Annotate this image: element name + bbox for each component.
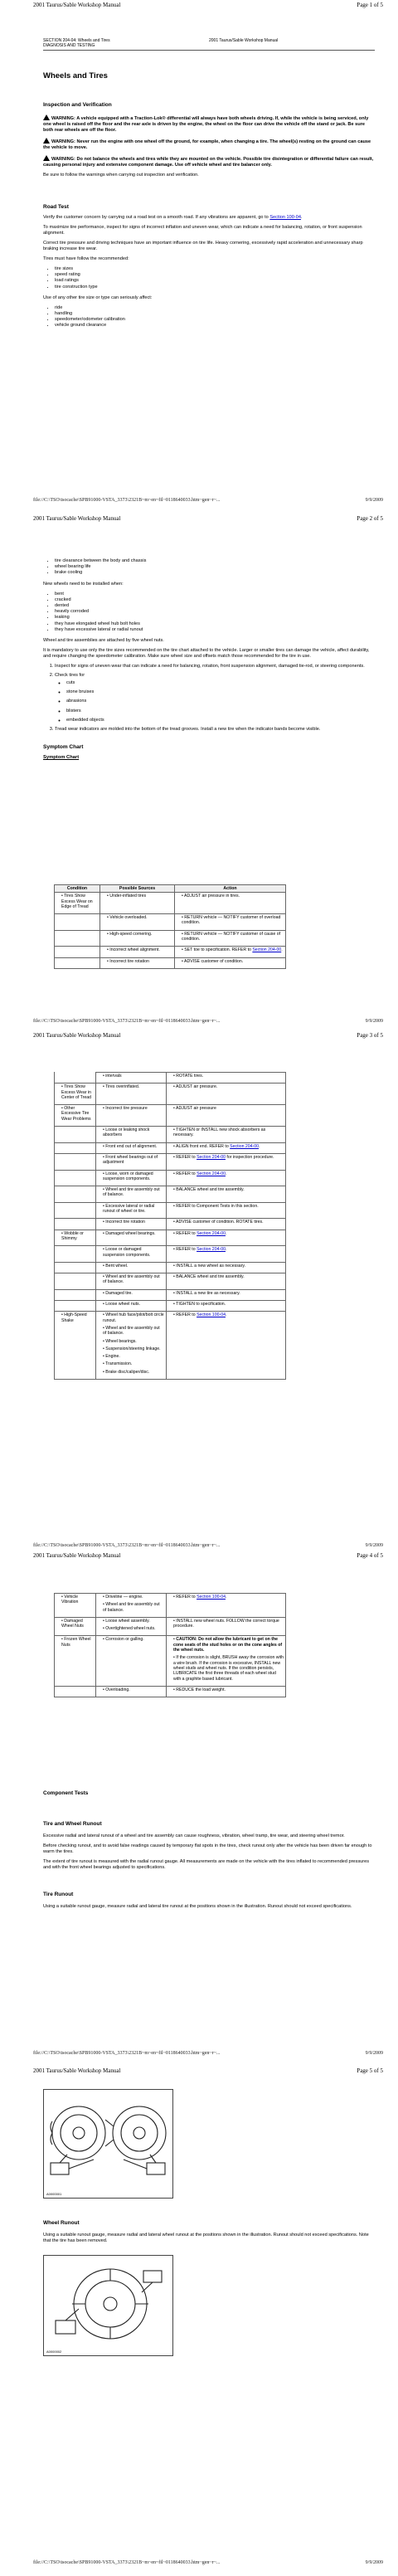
cell-text: • Incorrect tire pressure	[103, 1106, 148, 1112]
cell-text: • Incorrect tire rotation	[107, 958, 149, 964]
inspection-heading: Inspection and Verification	[43, 102, 112, 108]
runout-p1: Excessive radial and lateral runout of a wheel and tire assembly can cause roughness, vibration, wheel tramp, tire wear, and steering wheel tremor.	[43, 1833, 345, 1838]
cell-text: • Front end out of alignment.	[103, 1143, 158, 1149]
wheel-runout-text: Using a suitable runout gauge, measure radial and lateral wheel runout at the positions shown in the illustration. Runout should not exceed specifications. Note that the tire has been removed.	[43, 2233, 369, 2243]
cell-condition	[55, 1246, 96, 1263]
cell-text: • ADJUST air pressure in tires.	[182, 894, 240, 899]
list-item: • speed rating	[55, 272, 375, 278]
cell-source	[96, 1617, 167, 1636]
cell-condition	[55, 1219, 96, 1230]
cell-text: • INSTALL a new tire as necessary.	[173, 1290, 240, 1296]
road-test-p3: Correct tire pressure and driving techniques have an important influence on tire life. Heavy cornering, excessively rapid acceleration and unnecessary sharp braking increase tire wear.	[43, 241, 363, 251]
cell-source	[96, 1083, 167, 1105]
cell-text: • REFER to Section 204-00 for inspection procedure.	[173, 1154, 274, 1160]
section-link[interactable]: Section 204-00	[252, 947, 282, 953]
cell-source	[96, 1686, 167, 1697]
cell-text: • BALANCE wheel and tire assembly.	[173, 1187, 245, 1193]
table-row	[55, 1142, 286, 1153]
table-row	[55, 1202, 286, 1219]
cell-text: • ADJUST air pressure.	[173, 1084, 218, 1090]
cell-action	[167, 1301, 286, 1312]
cell-action	[175, 930, 286, 947]
cell-text: • Overtightened wheel nuts.	[103, 1626, 156, 1632]
wheel-nuts-note: Wheel and tire assemblies are attached by five wheel nuts.	[43, 638, 164, 644]
warning-icon	[43, 155, 50, 161]
section-link[interactable]: Section 204-00	[197, 1247, 226, 1253]
cell-source	[100, 957, 175, 968]
cell-source	[96, 1230, 167, 1246]
cell-text: • REFER to Section 100-04.	[173, 1312, 227, 1318]
cell-text: • Tires overinflated.	[103, 1084, 140, 1090]
cell-action	[167, 1273, 286, 1290]
cell-text: • Bent wheel.	[103, 1263, 129, 1269]
cell-text: • Damaged tire.	[103, 1290, 133, 1296]
list-item: ◦ abrasions	[66, 699, 375, 704]
list-item: • tire construction type	[55, 285, 375, 290]
col-action: Action	[175, 885, 286, 893]
list-item: • heavily corroded	[55, 609, 375, 615]
section-link[interactable]: Section 100-04	[197, 1312, 226, 1318]
cell-source	[96, 1219, 167, 1230]
cell-condition	[55, 1617, 96, 1636]
cell-text: • Wheel hub face/pilot/bolt circle runout.	[103, 1312, 164, 1323]
cell-action	[175, 914, 286, 931]
cell-source	[96, 1153, 167, 1170]
runout-p2: Before checking runout, and to avoid false readings caused by temporary flat spots in the tires, check runout only after the vehicle has been driven far enough to warm the tires.	[43, 1843, 372, 1854]
cell-source	[100, 930, 175, 947]
table-row	[55, 1594, 286, 1618]
warning-2: WARNING: Never run the engine with one wheel off the ground, for example, when changing a tire. The wheel(s) resting on the ground can cause the vehicle to move.	[43, 139, 371, 150]
cell-text: • REFER to Section 204-00.	[173, 1230, 227, 1236]
replace-wheel-list	[43, 592, 375, 633]
wheel-runout-heading: Wheel Runout	[43, 2220, 80, 2226]
cell-text: • ADVISE customer of condition. ROTATE tires.	[173, 1220, 264, 1225]
header-page-number: Page 5 of 5	[357, 2067, 383, 2074]
cell-text: • Incorrect tire rotation	[103, 1220, 145, 1225]
symptom-chart-cont	[54, 1072, 286, 1380]
table-row	[55, 1636, 286, 1686]
component-tests-heading: Component Tests	[43, 1790, 89, 1796]
cell-source	[96, 1127, 167, 1143]
cell-source	[96, 1312, 167, 1380]
table-row	[55, 957, 286, 968]
list-item: • dented	[55, 603, 375, 609]
cell-action	[167, 1153, 286, 1170]
symptom-chart-cont	[54, 1593, 286, 1697]
tire-runout-figure	[43, 2089, 173, 2199]
list-item: • tire sizes	[55, 266, 375, 272]
cell-action	[167, 1594, 286, 1618]
new-wheels-intro: New wheels need to be installed when:	[43, 581, 124, 587]
list-item: • ride	[55, 305, 375, 311]
cell-text: • REDUCE the load weight.	[173, 1687, 226, 1692]
cell-condition	[55, 930, 100, 947]
footer-path: file://C:\TSO\tsocache\SPB91000-VSTA_3373\2321B~m~en~fil~0118640033.htm~gen~r~...	[33, 2051, 221, 2056]
cell-text: • ADVISE customer of condition.	[182, 958, 244, 964]
road-test-heading: Road Test	[43, 204, 69, 210]
section-link[interactable]: Section 204-00	[197, 1154, 226, 1160]
mandatory-note: It is mandatory to use only the tire sizes recommended on the tire chart attached to the vehicle. Larger or smaller tires can damage the vehicle, affect durability, and require changing the speedometer calibration. Make sure wheel size and offsets match those recommended for the tire in use.	[43, 648, 370, 660]
affected-list-cont	[43, 558, 375, 577]
cell-text: • REFER to Component Tests in this section.	[173, 1203, 259, 1209]
divider	[43, 50, 375, 51]
table-row	[55, 1170, 286, 1186]
table-row	[55, 1186, 286, 1203]
symptom-chart	[54, 884, 286, 969]
cell-condition	[55, 1301, 96, 1312]
table-row	[55, 893, 286, 914]
cell-text: • RETURN vehicle — NOTIFY customer of cause of condition.	[182, 931, 281, 942]
cell-text: • Excessive lateral or radial runout of wheel or tire.	[103, 1203, 155, 1215]
section-link[interactable]: Section 100-04	[269, 215, 301, 220]
cell-text: • If the corrosion is slight, BRUSH away the corrosion with a wire brush. If the corrosion is excessive, INSTALL new wheel studs and wheel nuts. If the condition persists, LUBRICATE the first three threads of each wheel stud with a graphite based lubricant.	[173, 1655, 284, 1682]
cell-condition	[55, 1127, 96, 1143]
cell-text: • TIGHTEN to specification.	[173, 1302, 226, 1307]
cell-action	[167, 1202, 286, 1219]
cell-text: • Incorrect wheel alignment.	[107, 947, 160, 953]
symptom-subheading: Symptom Chart	[43, 755, 80, 761]
cell-source	[96, 1636, 167, 1686]
cell-condition	[55, 1105, 96, 1127]
warning-icon	[43, 138, 50, 144]
cell-text: • INSTALL a new wheel as necessary.	[173, 1263, 246, 1269]
wheel-runout-illustration	[44, 2256, 172, 2355]
cell-source	[100, 947, 175, 957]
cell-action	[167, 1289, 286, 1300]
cell-text: • Suspension/steering linkage.	[103, 1346, 161, 1351]
footer-date: 9/9/2009	[365, 1543, 383, 1548]
cell-text: • Brake disc/caliper/disc.	[103, 1369, 150, 1375]
cell-text: • Wheel bearings.	[103, 1338, 137, 1344]
symptom-heading: Symptom Chart	[43, 744, 84, 751]
cell-text: • TIGHTEN or INSTALL new shock absorbers as necessary.	[173, 1127, 266, 1138]
page-4	[0, 1550, 398, 2066]
step-1: 1. Inspect for signs of uneven wear that can indicate a need for balancing, rotation, front suspension alignment, damaged tie-rod, or steering components.	[55, 664, 375, 670]
table-row	[55, 947, 286, 957]
cell-action	[167, 1636, 286, 1686]
cell-source	[96, 1202, 167, 1219]
list-item: • bent	[55, 592, 375, 597]
list-item: • leaking	[55, 615, 375, 621]
table-row	[55, 914, 286, 931]
cell-action	[167, 1105, 286, 1127]
cell-condition	[55, 1289, 96, 1300]
cell-condition	[55, 1083, 96, 1105]
list-item: • cracked	[55, 597, 375, 603]
cell-action	[167, 1127, 286, 1143]
cell-action	[167, 1312, 286, 1380]
cell-source	[100, 893, 175, 914]
cell-text: • High-Speed Shake	[61, 1312, 87, 1323]
cell-action	[167, 1230, 286, 1246]
cell-condition	[55, 1636, 96, 1686]
inspection-steps	[43, 664, 375, 733]
cell-text: • Vehicle Vibration	[61, 1595, 79, 1605]
section-link[interactable]: Section 204-00	[197, 1230, 226, 1236]
table-row	[55, 1073, 286, 1083]
tire-runout-text: Using a suitable runout gauge, measure radial and lateral tire runout at the positions shown in the illustration. Runout should not exceed specifications.	[43, 1904, 352, 1909]
header-title: 2001 Taurus/Sable Workshop Manual	[33, 2, 121, 8]
section-link[interactable]: Section 204-00	[197, 1171, 226, 1176]
footer-date: 9/9/2009	[365, 2560, 383, 2565]
page-title: Wheels and Tires	[43, 71, 108, 80]
header-title: 2001 Taurus/Sable Workshop Manual	[33, 1032, 121, 1039]
cell-source	[96, 1186, 167, 1203]
cell-source	[96, 1273, 167, 1290]
tire-wheel-runout-heading: Tire and Wheel Runout	[43, 1821, 102, 1827]
table-row	[55, 1273, 286, 1290]
cell-action	[167, 1073, 286, 1083]
header-page-number: Page 1 of 5	[357, 2, 383, 8]
cell-text: • Damaged wheel bearings.	[103, 1230, 156, 1236]
tire-runout-heading: Tire Runout	[43, 1892, 74, 1897]
cell-text: • Other Excessive Tire Wear Problems	[61, 1106, 91, 1122]
cell-text: • Vehicle overloaded.	[107, 915, 148, 921]
cell-text: • intervals	[103, 1074, 122, 1079]
warning-icon	[43, 114, 50, 120]
table-row	[55, 1312, 286, 1380]
list-item: ◦ embedded objects	[66, 718, 375, 723]
footer-date: 9/9/2009	[365, 498, 383, 503]
cell-condition	[55, 947, 100, 957]
table-row	[55, 1083, 286, 1105]
cell-source	[96, 1105, 167, 1127]
table-row	[55, 1686, 286, 1697]
cell-text: • Wheel and tire assembly out of balance.	[103, 1274, 160, 1285]
cell-text: • Loose, worn or damaged suspension components.	[103, 1171, 153, 1181]
cell-text: • Transmission.	[103, 1361, 133, 1367]
cell-action	[175, 957, 286, 968]
road-test-p2: To maximize tire performance, inspect for signs of incorrect inflation and uneven wear, which can indicate a need for balancing, rotation, or front suspension alignment.	[43, 225, 362, 236]
cell-action	[167, 1246, 286, 1263]
cell-text: • Front wheel bearings out of adjustment	[103, 1154, 158, 1166]
cell-action	[167, 1219, 286, 1230]
cell-source	[96, 1301, 167, 1312]
cell-source	[96, 1262, 167, 1273]
cell-source	[96, 1170, 167, 1186]
cell-action	[167, 1170, 286, 1186]
page-5-content	[43, 2220, 375, 2248]
cell-text: • SET toe to specification. REFER to Section 204-00.	[182, 947, 283, 953]
table-row	[55, 1262, 286, 1273]
page-3	[0, 1029, 398, 1556]
list-item: ◦ blisters	[66, 709, 375, 714]
cell-text: • Under-inflated tires	[107, 894, 147, 899]
cell-condition	[55, 1202, 96, 1219]
affected-list	[43, 305, 375, 329]
cell-text: • Loose wheel nuts.	[103, 1302, 141, 1307]
header-title: 2001 Taurus/Sable Workshop Manual	[33, 1552, 121, 1559]
list-item: • handling	[55, 311, 375, 317]
cell-source	[96, 1073, 167, 1083]
cell-condition	[55, 914, 100, 931]
cell-text: • Overloading.	[103, 1687, 130, 1692]
cell-text: • BALANCE wheel and tire assembly.	[173, 1274, 245, 1280]
table-row	[55, 1105, 286, 1127]
list-item: • load ratings	[55, 278, 375, 284]
list-item: ◦ stone bruises	[66, 689, 375, 695]
section-link[interactable]: Section 204-00	[230, 1143, 260, 1149]
section-subtitle: DIAGNOSIS AND TESTING	[43, 43, 95, 48]
footer-path: file://C:\TSO\tsocache\SPB91000-VSTA_3373\2321B~m~en~fil~0118640033.htm~gen~r~...	[33, 2560, 221, 2565]
list-item: • wheel bearing life	[55, 564, 375, 570]
col-condition: Condition	[55, 885, 100, 893]
cell-action	[167, 1262, 286, 1273]
header-title: 2001 Taurus/Sable Workshop Manual	[33, 515, 121, 522]
cell-text: • ROTATE tires.	[173, 1074, 204, 1079]
cell-text: • Wheel and tire assembly out of balance.	[103, 1325, 160, 1337]
warning-3: WARNING: Do not balance the wheels and tires while they are mounted on the vehicle. Possible tire disintegration or differential failure can result, causing personal injury and extensive component damage. Use off vehicle wheel and tire balancer only.	[43, 157, 374, 168]
cell-text: • Loose or damaged suspension components.	[103, 1247, 151, 1258]
list-item: • brake cooling	[55, 570, 375, 576]
cell-text: • Engine.	[103, 1354, 120, 1360]
page-5	[0, 2066, 398, 2576]
cell-source	[100, 914, 175, 931]
cell-action	[167, 1186, 286, 1203]
page-1-content	[43, 73, 375, 329]
table-row	[55, 1219, 286, 1230]
cell-text: • Corrosion or galling.	[103, 1637, 144, 1643]
step-3: 3. Tread wear indicators are molded into the bottom of the tread grooves. Install a new tire when the indicator bands become visible.	[55, 727, 375, 733]
cell-text: • Loose wheel assembly.	[103, 1618, 150, 1624]
cell-action	[167, 1686, 286, 1697]
cell-text: • INSTALL new wheel nuts. FOLLOW the correct torque procedure.	[173, 1618, 279, 1629]
section-meta	[43, 38, 375, 48]
cell-action	[167, 1617, 286, 1636]
cell-text: • Loose or leaking shock absorbers	[103, 1127, 150, 1138]
footer-path: file://C:\TSO\tsocache\SPB91000-VSTA_3373\2321B~m~en~fil~0118640033.htm~gen~r~...	[33, 1543, 221, 1548]
header-title: 2001 Taurus/Sable Workshop Manual	[33, 2067, 121, 2074]
page-2-content	[43, 558, 375, 761]
cell-condition	[55, 1312, 96, 1380]
cell-action	[167, 1142, 286, 1153]
cell-text: • ALIGN front end. REFER to Section 204-00.	[173, 1143, 260, 1149]
cell-action	[175, 893, 286, 914]
footer-path: file://C:\TSO\tsocache\SPB91000-VSTA_3373\2321B~m~en~fil~0118640033.htm~gen~r~...	[33, 498, 221, 503]
cell-text: • Tires Show Excess Wear in Center of Tread	[61, 1084, 92, 1100]
table-row	[55, 1127, 286, 1143]
list-item: • vehicle ground clearance	[55, 323, 375, 329]
meta-right: 2001 Taurus/Sable Workshop Manual	[209, 38, 279, 43]
cell-text: • Wobble or Shimmy	[61, 1230, 84, 1241]
cell-text: • Damaged Wheel Nuts	[61, 1618, 84, 1629]
cell-condition	[55, 1273, 96, 1290]
cell-condition	[55, 1262, 96, 1273]
cell-source	[96, 1142, 167, 1153]
table-row	[55, 1301, 286, 1312]
runout-p3: The extent of tire runout is measured with the radial runout gauge. All measurements are made on the vehicle with the tires inflated to recommended pressures and with the front wheel bearings adjusted to specifications.	[43, 1859, 370, 1870]
list-item: • they have elongated wheel hub bolt holes	[55, 621, 375, 627]
road-test-p4: Tires must have follow the recommended:	[43, 256, 129, 261]
table-row	[55, 1153, 286, 1170]
step-2: 2. Check tires for ◦ cuts ◦ stone bruises ◦ abrasions ◦ blisters ◦ embedded objects	[55, 673, 375, 723]
cell-text: • Wheel and tire assembly out of balance.	[103, 1187, 160, 1198]
table-row	[55, 1617, 286, 1636]
cell-condition	[55, 1186, 96, 1203]
wheel-runout-figure	[43, 2255, 173, 2356]
cell-condition	[55, 1142, 96, 1153]
footer-date: 9/9/2009	[365, 2051, 383, 2056]
cell-text: • Driveline — engine.	[103, 1595, 143, 1600]
list-item: ◦ cuts	[66, 680, 375, 686]
warning-1: WARNING: A vehicle equipped with a Traction-Lok® differential will always have both wheels driving. If, while the vehicle is being serviced, only one wheel is raised off the floor and the rear axle is driven by the engine, the wheel on the floor can drive the vehicle off the stand or jack. Be sure both rear wheels are off the floor.	[43, 116, 369, 133]
cell-source	[96, 1289, 167, 1300]
section-link[interactable]: Section 100-04	[197, 1595, 226, 1600]
col-sources: Possible Sources	[100, 885, 175, 893]
cell-text: • RETURN vehicle — NOTIFY customer of overload condition.	[182, 915, 281, 926]
footer-date: 9/9/2009	[365, 1019, 383, 1024]
list-item: • they have excessive lateral or radial runout	[55, 627, 375, 633]
cell-text: • REFER to Section 100-04.	[173, 1595, 227, 1600]
cell-condition	[55, 957, 100, 968]
cell-action	[175, 947, 286, 957]
cell-text: • ADJUST air pressure	[173, 1106, 216, 1112]
road-test-p5: Use of any other tire size or type can seriously affect:	[43, 295, 153, 300]
cell-action	[167, 1083, 286, 1105]
cell-condition	[55, 893, 100, 914]
table-row	[55, 1289, 286, 1300]
tire-spec-list	[43, 266, 375, 290]
cell-text: • CAUTION: Do not allow the lubricant to get on the cone seats of the stud holes or on the cone angles of the wheel nuts.	[173, 1637, 283, 1653]
figure-code: A0000002	[46, 2350, 62, 2354]
header-page-number: Page 3 of 5	[357, 1032, 383, 1039]
page-1	[0, 0, 398, 514]
table-row	[55, 1230, 286, 1246]
cell-condition	[55, 1073, 96, 1083]
header-page-number: Page 2 of 5	[357, 515, 383, 522]
cell-condition	[55, 1594, 96, 1618]
page-4-content	[43, 1790, 375, 1914]
section-name: SECTION 204-04: Wheels and Tires	[43, 38, 110, 43]
cell-condition	[55, 1230, 96, 1246]
cell-text: • REFER to Section 204-00.	[173, 1171, 227, 1176]
follow-note: Be sure to follow the warnings when carrying out inspection and verification.	[43, 173, 199, 178]
tire-runout-illustration	[44, 2090, 172, 2198]
cell-source	[96, 1246, 167, 1263]
footer-path: file://C:\TSO\tsocache\SPB91000-VSTA_3373\2321B~m~en~fil~0118640033.htm~gen~r~...	[33, 1019, 221, 1024]
cell-text: • REFER to Section 204-00.	[173, 1247, 227, 1253]
table-row	[55, 1246, 286, 1263]
table-row	[55, 930, 286, 947]
header-page-number: Page 4 of 5	[357, 1552, 383, 1559]
cell-text: • High-speed cornering.	[107, 931, 153, 937]
cell-condition	[55, 1686, 96, 1697]
cell-condition	[55, 1153, 96, 1170]
road-test-p1: Verify the customer concern by carrying out a road test on a smooth road. If any vibrations are apparent, go to Section 100-04.	[43, 215, 303, 220]
cell-text: • Tires Show Excess Wear on Edge of Tread	[61, 894, 93, 909]
list-item: • speedometer/odometer calibration	[55, 317, 375, 323]
cell-source	[96, 1594, 167, 1618]
tire-check-list	[55, 680, 375, 723]
figure-code: A0000001	[46, 2192, 62, 2196]
cell-condition	[55, 1170, 96, 1186]
cell-text: • Frozen Wheel Nuts	[61, 1637, 91, 1648]
page-2	[0, 513, 398, 1034]
cell-text: • Wheel and tire assembly out of balance.	[103, 1602, 160, 1613]
list-item: • tire clearance between the body and chassis	[55, 558, 375, 564]
